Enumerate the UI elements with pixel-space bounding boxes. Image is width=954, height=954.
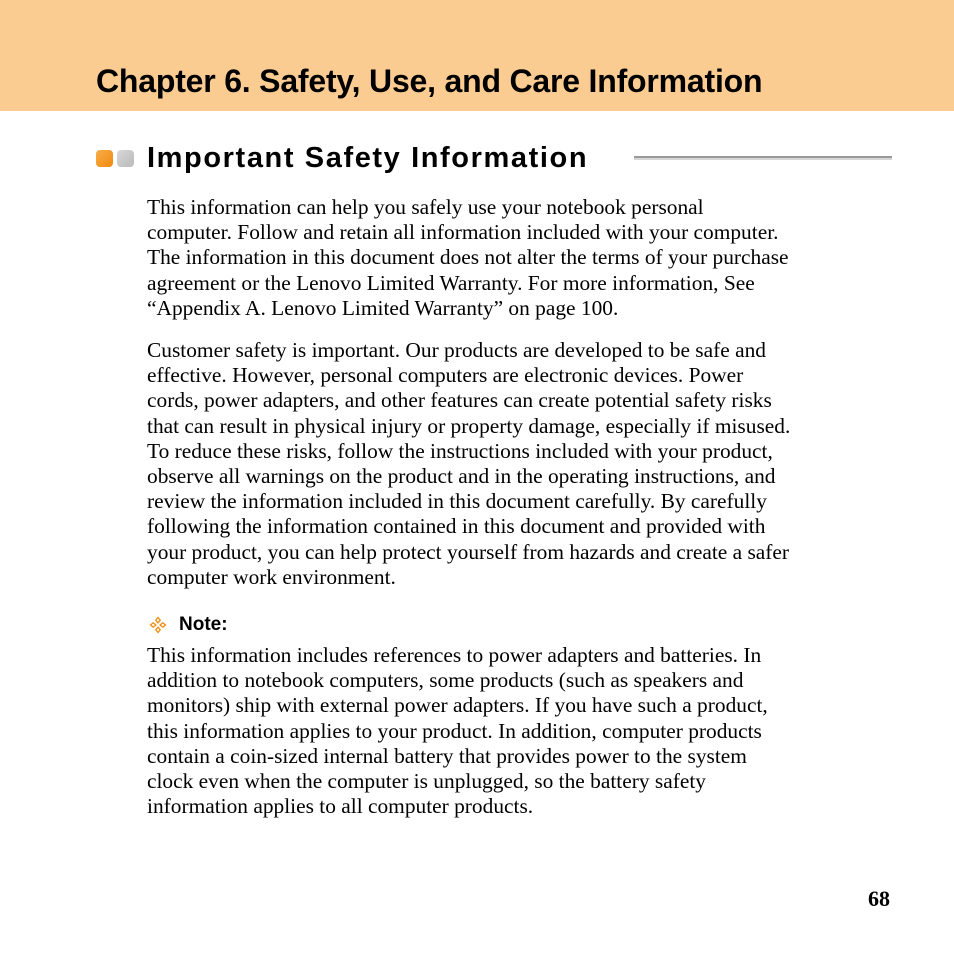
four-diamond-note-icon — [149, 616, 167, 634]
paragraph-line: cords, power adapters, and other features can create potential safety risks — [147, 388, 772, 413]
section-header — [96, 136, 892, 180]
chapter-title: Chapter 6. Safety, Use, and Care Information — [96, 63, 763, 99]
intro-paragraph — [147, 195, 892, 321]
note-paragraph — [147, 643, 892, 819]
paragraph-line: effective. However, personal computers are electronic devices. Power — [147, 363, 744, 388]
paragraph-line: this information applies to your product. In addition, computer products — [147, 718, 762, 743]
page-number: 68 — [868, 886, 890, 911]
paragraph-line: your product, you can help protect yourself from hazards and create a safer — [147, 539, 790, 564]
paragraph-line: that can result in physical injury or property damage, especially if misused. — [147, 413, 791, 438]
paragraph-line: To reduce these risks, follow the instructions included with your product, — [147, 438, 773, 463]
gray-square-icon — [117, 150, 134, 167]
paragraph-line: This information includes references to power adapters and batteries. In — [147, 643, 762, 667]
paragraph-line: following the information contained in this document and provided with — [147, 514, 766, 539]
paragraph-line: This information can help you safely use your notebook personal — [147, 195, 704, 219]
paragraph-line: observe all warnings on the product and in the operating instructions, and — [147, 464, 776, 489]
section-title: Important Safety Information — [147, 142, 589, 174]
section-bullet-squares-icon — [96, 150, 140, 168]
customer-safety-paragraph — [147, 338, 892, 590]
paragraph-line: Customer safety is important. Our products are developed to be safe and — [147, 338, 766, 362]
note-label: Note: — [179, 614, 228, 635]
paragraph-line: agreement or the Lenovo Limited Warranty. For more information, See — [147, 270, 755, 295]
paragraph-line: The information in this document does not alter the terms of your purchase — [147, 245, 789, 270]
paragraph-line: monitors) ship with external power adapters. If you have such a product, — [147, 693, 768, 718]
paragraph-line: “Appendix A. Lenovo Limited Warranty” on page 100. — [147, 295, 619, 320]
chapter-header-band — [0, 0, 954, 111]
paragraph-line: information applies to all computer products. — [147, 794, 534, 819]
paragraph-line: computer. Follow and retain all information included with your computer. — [147, 220, 779, 245]
paragraph-line: clock even when the computer is unplugged, so the battery safety — [147, 769, 706, 794]
paragraph-line: review the information included in this document carefully. By carefully — [147, 489, 767, 514]
orange-square-icon — [96, 150, 113, 167]
paragraph-line: contain a coin-sized internal battery that provides power to the system — [147, 743, 747, 768]
section-divider — [634, 156, 892, 160]
paragraph-line: addition to notebook computers, some products (such as speakers and — [147, 668, 744, 693]
paragraph-line: computer work environment. — [147, 564, 396, 589]
